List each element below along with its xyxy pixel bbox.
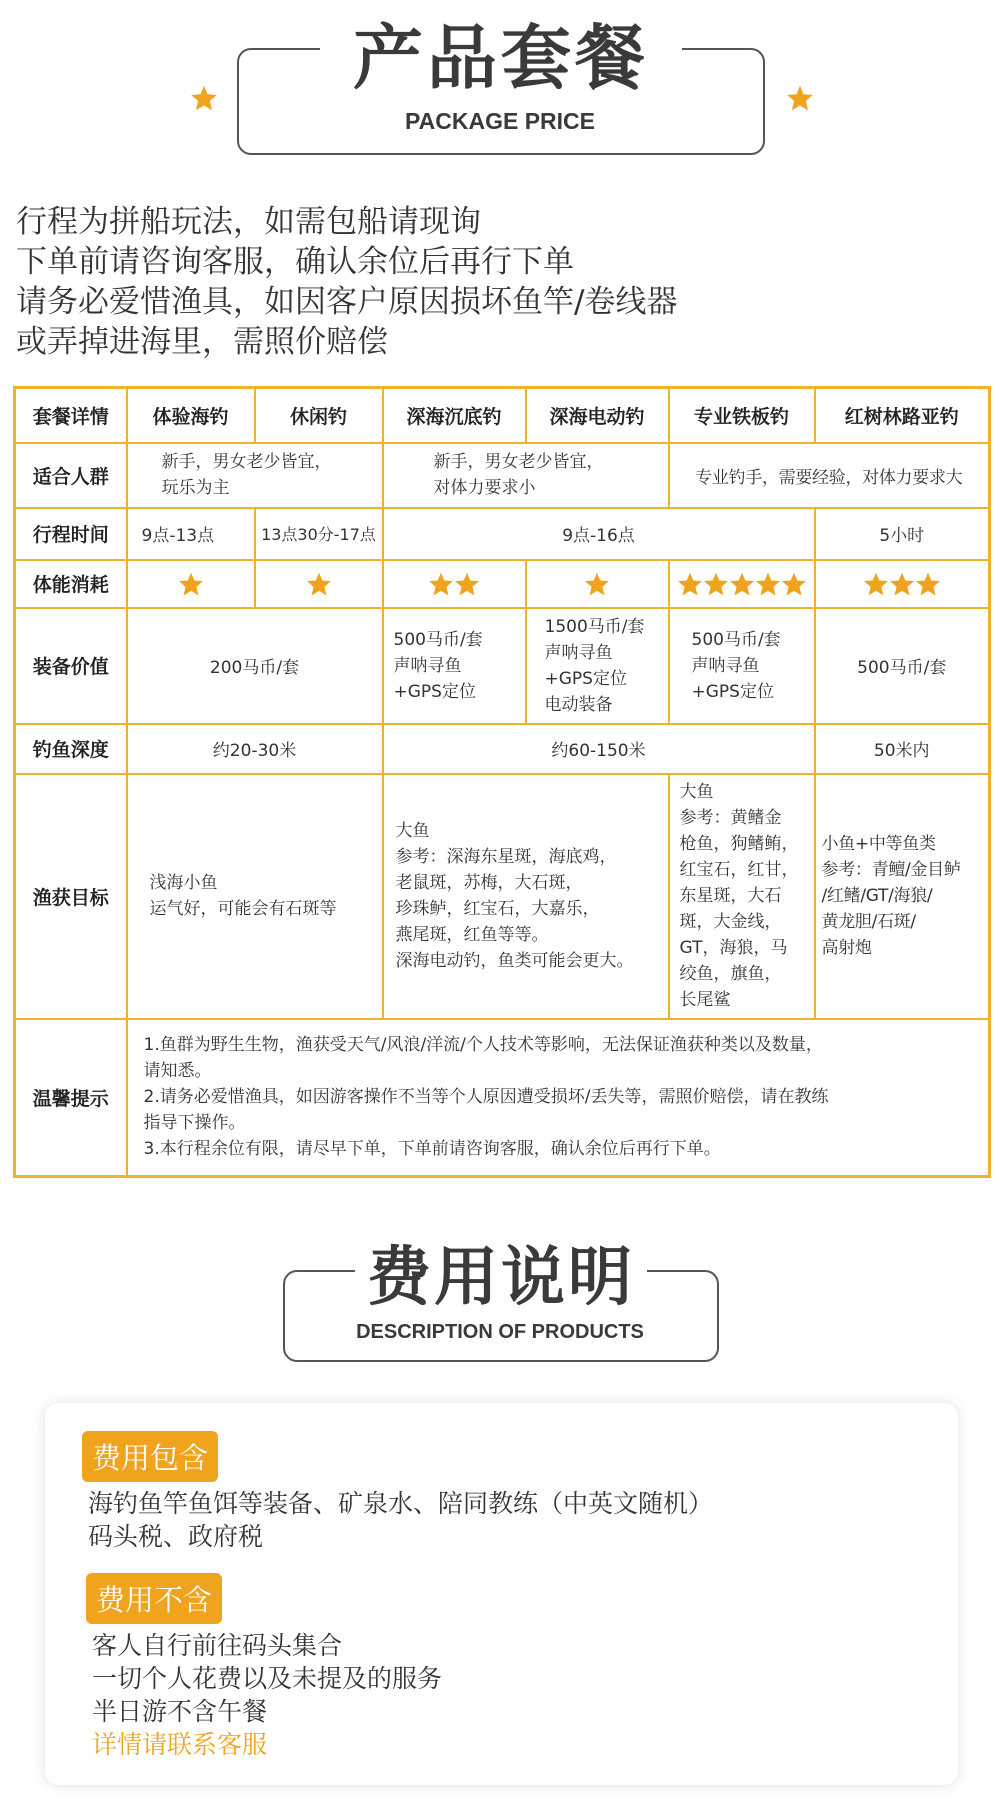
table-row [15, 388, 990, 443]
package-name: 休闲钓 [255, 388, 383, 443]
header-subtitle: PACKAGE PRICE [405, 108, 595, 134]
stamina-cell [383, 560, 526, 608]
star-icon [677, 571, 703, 597]
time-cell: 9点-13点 [127, 508, 255, 560]
stamina-cell [815, 560, 990, 608]
equipment-cell: 500马币/套 [815, 608, 990, 724]
row-header: 装备价值 [15, 608, 127, 724]
included-tag: 费用包含 [82, 1431, 218, 1482]
star-icon [703, 571, 729, 597]
depth-cell: 约60-150米 [383, 724, 815, 774]
depth-cell: 50米内 [815, 724, 990, 774]
star-icon [428, 571, 454, 597]
target-cell: 大鱼 参考：深海东星斑，海底鸡， 老鼠斑，苏梅，大石斑， 珍珠鲈，红宝石，大嘉乐， 燕尾斑，红鱼等等。 深海电动钓，鱼类可能会更大。 [383, 774, 669, 1019]
equipment-cell: 500马币/套 声呐寻鱼 +GPS定位 [669, 608, 815, 724]
note-line: 请务必爱惜渔具，如因客户原因损坏鱼竿/卷线器 [16, 284, 678, 320]
star-icon [863, 571, 889, 597]
package-price-header [0, 0, 1000, 160]
row-header: 渔获目标 [15, 774, 127, 1019]
row-header: 行程时间 [15, 508, 127, 560]
package-name: 深海电动钓 [526, 388, 669, 443]
header-title: 产品套餐 [320, 18, 682, 98]
star-icon [781, 571, 807, 597]
row-header: 温馨提示 [15, 1019, 127, 1177]
table-row [15, 608, 990, 724]
header-subtitle: DESCRIPTION OF PRODUCTS [356, 1321, 644, 1343]
list-item: 半日游不含午餐 [92, 1697, 268, 1726]
star-icon [190, 84, 218, 112]
note-line: 行程为拼船玩法，如需包船请现询 [16, 204, 481, 240]
package-name: 红树林路亚钓 [815, 388, 990, 443]
equipment-cell: 500马币/套 声呐寻鱼 +GPS定位 [383, 608, 526, 724]
package-name: 体验海钓 [127, 388, 255, 443]
package-name: 专业铁板钓 [669, 388, 815, 443]
tips-cell: 1.鱼群为野生生物，渔获受天气/风浪/洋流/个人技术等影响，无法保证渔获种类以及数量， 请知悉。 2.请务必爱惜渔具，如因游客操作不当等个人原因遭受损坏/丢失等，需照价赔偿，请在教练 指导下操作。 3.本行程余位有限，请尽早下单，下单前请咨询客服，确认余位后再行下单。 [127, 1019, 990, 1177]
table-row [15, 508, 990, 560]
time-cell: 13点30分-17点 [255, 508, 383, 560]
package-name: 深海沉底钓 [383, 388, 526, 443]
target-cell: 浅海小鱼 运气好，可能会有石斑等 [127, 774, 383, 1019]
header-title: 费用说明 [355, 1240, 647, 1316]
audience-cell: 新手，男女老少皆宜， 玩乐为主 [127, 443, 383, 508]
included-list [88, 1487, 713, 1553]
table-row [15, 724, 990, 774]
contact-link[interactable]: 详情请联系客服 [92, 1730, 268, 1759]
target-cell: 小鱼+中等鱼类 参考：青鳣/金目鲈 /红鳍/GT/海狼/ 黄龙胆/石斑/ 高射炮 [815, 774, 990, 1019]
time-cell: 5小时 [815, 508, 990, 560]
star-icon [729, 571, 755, 597]
list-item: 一切个人花费以及未提及的服务 [92, 1664, 443, 1693]
star-icon [786, 84, 814, 112]
row-header: 钓鱼深度 [15, 724, 127, 774]
list-item: 海钓鱼竿鱼饵等装备、矿泉水、陪同教练（中英文随机） [88, 1489, 714, 1518]
star-icon [889, 571, 915, 597]
audience-cell: 新手，男女老少皆宜， 对体力要求小 [383, 443, 669, 508]
note-line: 下单前请咨询客服，确认余位后再行下单 [16, 244, 574, 280]
stamina-cell [127, 560, 255, 608]
list-item: 码头税、政府税 [88, 1522, 264, 1551]
star-icon [178, 571, 204, 597]
star-icon [306, 571, 332, 597]
table-row [15, 1019, 990, 1177]
table-row [15, 443, 990, 508]
booking-notes [16, 202, 976, 362]
equipment-cell: 200马币/套 [127, 608, 383, 724]
table-row [15, 774, 990, 1019]
row-header: 套餐详情 [15, 388, 127, 443]
target-cell: 大鱼 参考：黄鳍金 枪鱼，狗鳍鲔， 红宝石，红甘， 东星斑，大石 斑，大金线， GT，海狼，马 绞鱼，旗鱼， 长尾鲨 [669, 774, 815, 1019]
star-icon [755, 571, 781, 597]
list-item: 客人自行前往码头集合 [92, 1631, 343, 1660]
package-table [13, 386, 988, 1178]
table-row [15, 560, 990, 608]
excluded-list [92, 1629, 442, 1761]
stamina-cell [669, 560, 815, 608]
star-icon [915, 571, 941, 597]
excluded-tag: 费用不含 [86, 1573, 222, 1624]
star-icon [584, 571, 610, 597]
cost-card [45, 1403, 958, 1785]
row-header: 体能消耗 [15, 560, 127, 608]
star-icon [454, 571, 480, 597]
note-line: 或弄掉进海里，需照价赔偿 [16, 324, 388, 360]
depth-cell: 约20-30米 [127, 724, 383, 774]
cost-description-header [0, 1240, 1000, 1370]
stamina-cell [526, 560, 669, 608]
row-header: 适合人群 [15, 443, 127, 508]
stamina-cell [255, 560, 383, 608]
equipment-cell: 1500马币/套 声呐寻鱼 +GPS定位 电动装备 [526, 608, 669, 724]
audience-cell: 专业钓手，需要经验，对体力要求大 [669, 443, 990, 508]
time-cell: 9点-16点 [383, 508, 815, 560]
